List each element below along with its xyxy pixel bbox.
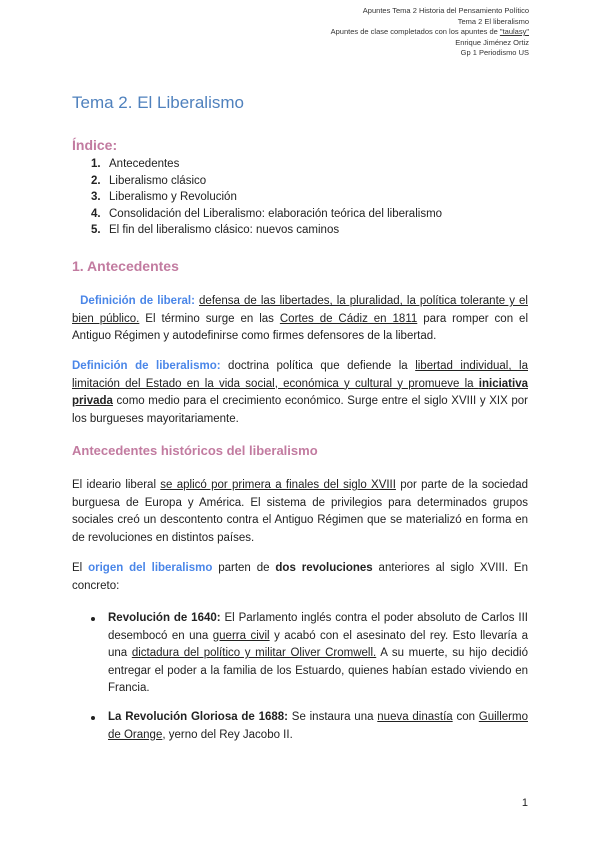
index-list bbox=[72, 156, 442, 239]
origen-highlight: origen del liberalismo bbox=[88, 562, 213, 574]
iniciativa-privada-text: iniciativa privada bbox=[72, 377, 528, 407]
bullet-text: Se instaura una bbox=[288, 711, 378, 723]
header-line-2: Tema 2 El liberalismo bbox=[457, 16, 529, 26]
header-line-3-text: Apuntes de clase completados con los apuntes de bbox=[330, 27, 500, 36]
bullet-text: y acabó con el asesinato del rey. Esto llevaría a una bbox=[108, 629, 528, 659]
subsection-heading-antecedentes-historicos: Antecedentes históricos del liberalismo bbox=[72, 443, 318, 458]
index-item-number: 5. bbox=[91, 224, 101, 237]
bullet-title: Revolución de 1640: bbox=[108, 612, 221, 624]
definition-liberal-text-2: para romper con el Antiguo Régimen y autodefinirse como firmes defensores de la libertad. bbox=[72, 312, 528, 342]
header-line-5: Gp 1 Periodismo US bbox=[460, 48, 529, 57]
bullet-underlined: dictadura del político y militar Oliver Cromwell. bbox=[131, 647, 377, 659]
bullet-text: A su muerte, su hijo decidió entregar el poder a la familia de los Estuardo, quienes habían estado viviendo en Francia. bbox=[108, 647, 528, 694]
origen-text-2: parten de bbox=[212, 562, 276, 574]
index-heading: Índice: bbox=[72, 137, 118, 153]
bullet-underlined: Guillermo de Orange bbox=[108, 711, 528, 741]
dos-revoluciones-text: dos revoluciones bbox=[275, 562, 373, 574]
index-item bbox=[72, 173, 442, 190]
bullet-underlined: nueva dinastía bbox=[377, 711, 453, 723]
revolution-bullet-list-2 bbox=[90, 709, 528, 744]
header-line-4: Enrique Jiménez Ortiz bbox=[455, 37, 529, 47]
header-source-link[interactable]: "taulasy" bbox=[499, 27, 529, 36]
definition-liberal-underlined: defensa de las libertades, la pluralidad, la política tolerante y el bien público. bbox=[72, 295, 528, 325]
header-line-3 bbox=[331, 27, 529, 38]
definition-liberalismo-underlined: libertad individual, la limitación del Estado en la vida social, económica y cultural y promueve la bbox=[72, 360, 528, 390]
ideario-text-2: por parte de la sociedad burguesa de Europa y América. El sistema de privilegios para determinados grupos sociales creó un descontento contra el Antiguo Régimen que se materializó en forma en de revoluciones en distintos países. bbox=[72, 479, 528, 544]
bullet-underlined: guerra civil bbox=[212, 629, 270, 642]
index-item-text: Liberalismo y Revolución bbox=[109, 191, 237, 204]
page-header bbox=[331, 6, 529, 59]
cortes-cadiz-text: Cortes de Cádiz en 1811 bbox=[279, 312, 418, 325]
index-item-number: 2. bbox=[91, 174, 101, 187]
bullet-text: , yerno del Rey Jacobo II. bbox=[162, 728, 293, 741]
header-line-1: Apuntes Tema 2 Historia del Pensamiento Político bbox=[362, 6, 529, 15]
ideario-text-1: El ideario liberal bbox=[72, 479, 161, 491]
index-item bbox=[72, 222, 442, 239]
page-number: 1 bbox=[521, 797, 528, 809]
definition-liberalismo-text-1: doctrina política que defiende la bbox=[220, 360, 416, 372]
origen-text-1: El bbox=[72, 562, 89, 574]
index-item-text: Consolidación del Liberalismo: elaboración teórica del liberalismo bbox=[109, 207, 443, 220]
index-item bbox=[72, 156, 442, 173]
bullet-title: La Revolución Gloriosa de 1688: bbox=[108, 711, 288, 723]
document-title: Tema 2. El Liberalismo bbox=[72, 93, 244, 112]
ideario-underlined: se aplicó por primera a finales del siglo XVIII bbox=[160, 479, 396, 491]
index-item-number: 1. bbox=[91, 158, 101, 170]
index-item bbox=[72, 206, 442, 223]
definition-liberal-text-1: El término surge en las bbox=[139, 312, 280, 325]
origen-paragraph bbox=[72, 560, 528, 595]
origen-text-3: anteriores al siglo XVIII. En concreto: bbox=[72, 562, 528, 592]
section-heading-antecedentes: 1. Antecedentes bbox=[72, 258, 179, 274]
bullet-text: con bbox=[452, 711, 479, 723]
revolution-bullet-list bbox=[90, 610, 528, 698]
index-item-number: 3. bbox=[91, 191, 101, 204]
bullet-revolucion-1640 bbox=[90, 610, 528, 698]
index-item bbox=[72, 189, 442, 206]
bullet-revolucion-gloriosa bbox=[90, 709, 528, 744]
index-item-number: 4. bbox=[91, 207, 101, 220]
ideario-paragraph bbox=[72, 477, 528, 547]
bullet-text: El Parlamento inglés contra el poder absoluto de Carlos III desembocó en una bbox=[108, 612, 528, 642]
index-item-text: El fin del liberalismo clásico: nuevos caminos bbox=[109, 224, 340, 237]
index-item-text: Antecedentes bbox=[109, 158, 180, 170]
index-item-text: Liberalismo clásico bbox=[109, 174, 207, 187]
definition-liberal-paragraph bbox=[72, 293, 528, 346]
definition-liberalismo-label: Definición de liberalismo: bbox=[72, 360, 221, 372]
definition-liberal-label: Definición de liberal: bbox=[80, 295, 195, 307]
definition-liberalismo-text-2: como medio para el crecimiento económico. Surge entre el siglo XVIII y XIX por los burgueses mayoritariamente. bbox=[72, 395, 528, 425]
definition-liberalismo-paragraph bbox=[72, 358, 528, 428]
